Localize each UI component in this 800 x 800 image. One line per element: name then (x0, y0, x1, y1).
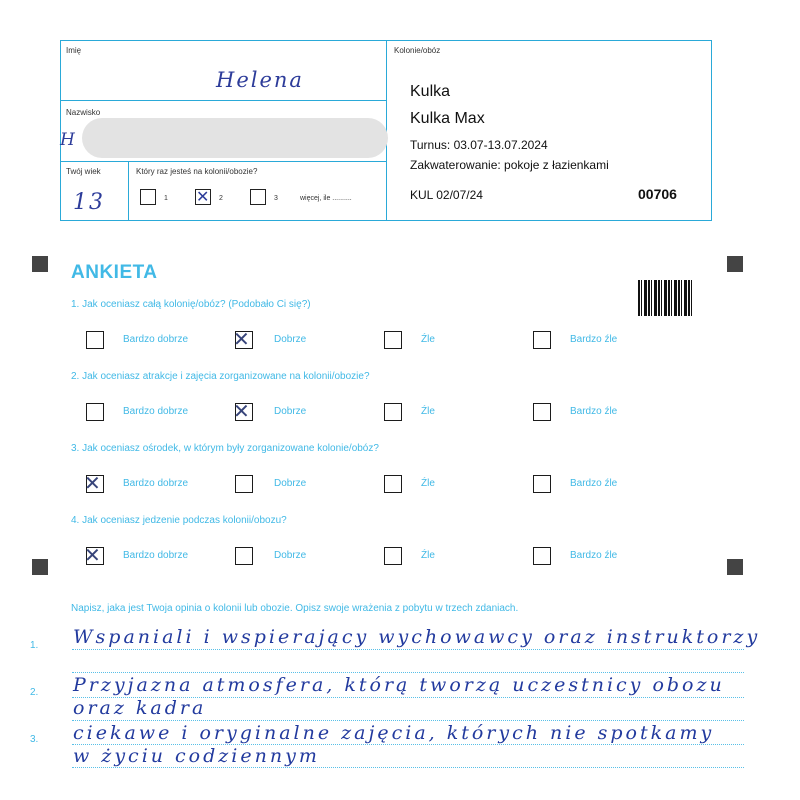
question-3: 3. Jak oceniasz ośrodek, w którym były zorganizowane kolonie/obóz? (71, 443, 379, 454)
q4-option-2-label: Dobrze (274, 550, 307, 561)
q2-option-2-checkbox[interactable] (233, 399, 253, 423)
times-option-2-label: 2 (219, 195, 223, 202)
imie-value[interactable]: Helena (216, 68, 304, 92)
writing-line (72, 672, 744, 673)
kolonie-label: Kolonie/obóz (394, 46, 441, 55)
q4-option-2-checkbox[interactable] (235, 547, 253, 565)
q3-option-2-checkbox[interactable] (235, 475, 253, 493)
wiek-label: Twój wiek (66, 167, 101, 176)
turnus-text: Turnus: 03.07-13.07.2024 (410, 138, 548, 152)
q2-option-1-checkbox[interactable] (86, 403, 104, 421)
q4-check-mark: ✕ (84, 543, 101, 567)
times-option-2-mark: ✕ (196, 189, 210, 206)
times-option-3-box[interactable] (250, 189, 266, 205)
q4-option-1-checkbox[interactable] (84, 543, 104, 567)
question-2: 2. Jak oceniasz atrakcje i zajęcia zorganizowane na kolonii/obozie? (71, 371, 370, 382)
q2-option-4-label: Bardzo źle (570, 406, 618, 417)
zakwaterowanie-text: Zakwaterowanie: pokoje z łazienkami (410, 158, 609, 172)
q2-option-3-checkbox[interactable] (384, 403, 402, 421)
question-1: 1. Jak oceniasz całą kolonię/obóz? (Podobało Ci się?) (71, 299, 311, 310)
barcode (638, 280, 692, 316)
q1-option-2-checkbox[interactable] (233, 327, 253, 351)
answer-3-line-1[interactable]: ciekawe i oryginalne zajęcia, których nie spotkamy (73, 722, 715, 744)
q1-option-3-checkbox[interactable] (384, 331, 402, 349)
q1-option-4-label: Bardzo źle (570, 334, 618, 345)
opinion-prompt: Napisz, jaka jest Twoja opinia o kolonii lub obozie. Opisz swoje wrażenia z pobytu w trzech zdaniach. (71, 603, 519, 614)
q3-option-3-label: Źle (421, 478, 435, 489)
registration-marker (727, 256, 743, 272)
answer-number-3: 3. (30, 734, 39, 745)
q4-option-3-checkbox[interactable] (384, 547, 402, 565)
q3-option-3-checkbox[interactable] (384, 475, 402, 493)
q2-check-mark: ✕ (233, 399, 250, 423)
answer-2-line-1[interactable]: Przyjazna atmosfera, którą tworzą uczestnicy obozu (73, 674, 725, 696)
registration-marker (32, 256, 48, 272)
form-number: 00706 (638, 186, 677, 202)
q1-option-2-label: Dobrze (274, 334, 307, 345)
answer-2-line-2[interactable]: oraz kadra (73, 697, 207, 719)
q3-check-mark: ✕ (84, 471, 101, 495)
redacted-surname (82, 118, 388, 158)
q3-option-4-checkbox[interactable] (533, 475, 551, 493)
times-option-2-box[interactable] (195, 189, 211, 205)
writing-line (72, 767, 744, 768)
q4-option-4-label: Bardzo źle (570, 550, 618, 561)
camp-code: KUL 02/07/24 (410, 188, 483, 202)
wiecej-label: więcej, ile .......... (300, 195, 352, 202)
ktory-raz-label: Który raz jesteś na kolonii/obozie? (136, 167, 258, 176)
times-option-1-box[interactable] (140, 189, 156, 205)
q1-option-3-label: Źle (421, 334, 435, 345)
writing-line (72, 720, 744, 721)
answer-3-line-2[interactable]: w życiu codziennym (73, 745, 320, 767)
times-option-3-label: 3 (274, 195, 278, 202)
nazwisko-label: Nazwisko (66, 108, 101, 117)
q1-option-1-checkbox[interactable] (86, 331, 104, 349)
q2-option-4-checkbox[interactable] (533, 403, 551, 421)
camp-line2: Kulka Max (410, 110, 485, 127)
imie-underline (60, 100, 386, 101)
q4-option-4-checkbox[interactable] (533, 547, 551, 565)
registration-marker (727, 559, 743, 575)
wiek-value[interactable]: 13 (73, 190, 105, 215)
answer-number-1: 1. (30, 640, 39, 651)
q3-option-2-label: Dobrze (274, 478, 307, 489)
nazwisko-initial: H (60, 130, 77, 150)
q3-option-1-checkbox[interactable] (84, 471, 104, 495)
q2-option-1-label: Bardzo dobrze (123, 406, 189, 417)
survey-title: ANKIETA (71, 262, 158, 283)
q4-option-1-label: Bardzo dobrze (123, 550, 189, 561)
q2-option-2-label: Dobrze (274, 406, 307, 417)
q3-option-4-label: Bardzo źle (570, 478, 618, 489)
writing-line (72, 649, 744, 650)
q1-option-4-checkbox[interactable] (533, 331, 551, 349)
registration-marker (32, 559, 48, 575)
answer-number-2: 2. (30, 687, 39, 698)
imie-label: Imię (66, 46, 82, 55)
q2-option-3-label: Źle (421, 406, 435, 417)
q1-check-mark: ✕ (233, 327, 250, 351)
q1-option-1-label: Bardzo dobrze (123, 334, 189, 345)
times-option-1-label: 1 (164, 195, 168, 202)
q4-option-3-label: Źle (421, 550, 435, 561)
nazwisko-underline (60, 161, 386, 162)
q3-option-1-label: Bardzo dobrze (123, 478, 189, 489)
answer-1-line-1[interactable]: Wspaniali i wspierający wychowawcy oraz instruktorzy (73, 626, 761, 648)
wiek-divider (128, 161, 129, 221)
camp-line1: Kulka (410, 83, 451, 100)
question-4: 4. Jak oceniasz jedzenie podczas kolonii/obozu? (71, 515, 287, 526)
